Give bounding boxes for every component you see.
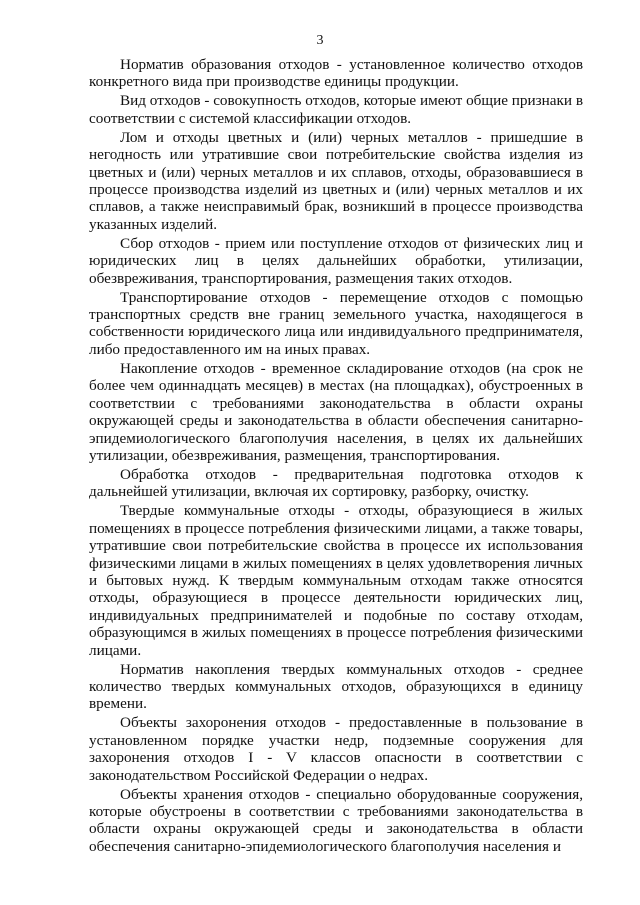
paragraph-municipal-solid-waste: Твердые коммунальные отходы - отходы, образующиеся в жилых помещениях в процессе потребления физическими лицами, а также товары, утратившие свои потребительские свойства в процессе их использования физическими лицами в жилых помещениях в целях удовлетворения личных и бытовых нужд. К твердым коммунальным отходам также относятся отходы, образующиеся в процессе деятельности юридических лиц, индивидуальных предпринимателей и подобные по составу отходам, образующимся в жилых помещениях в процессе потребления физическими лицами. (89, 502, 583, 659)
paragraph-waste-type: Вид отходов - совокупность отходов, которые имеют общие признаки в соответствии с системой классификации отходов. (89, 92, 583, 127)
paragraph-waste-processing: Обработка отходов - предварительная подготовка отходов к дальнейшей утилизации, включая их сортировку, разборку, очистку. (89, 465, 583, 501)
paragraph-waste-accumulation: Накопление отходов - временное складирование отходов (на срок не более чем одиннадцать месяцев) в местах (на площадках), обустроенных в соответствии с требованиями законодательства в области охраны окружающей среды и законодательства в области обеспечения санитарно-эпидемиологического благополучия населения, в целях их дальнейших утилизации, обезвреживания, размещения, транспортирования. (89, 359, 583, 464)
paragraph-msw-accumulation-norm: Норматив накопления твердых коммунальных отходов - среднее количество твердых коммунальных отходов, образующихся в единицу времени. (89, 660, 583, 713)
paragraph-waste-burial-sites: Объекты захоронения отходов - предоставленные в пользование в установленном порядке участки недр, подземные сооружения для захоронения отходов I - V классов опасности в соответствии с законодательством Российской Федерации о недрах. (89, 714, 583, 784)
paragraph-waste-transportation: Транспортирование отходов - перемещение отходов с помощью транспортных средств вне границ земельного участка, находящегося в собственности юридического лица или индивидуального предпринимателя, либо предоставленного им на иных правах. (89, 288, 583, 358)
paragraph-waste-collection: Сбор отходов - прием или поступление отходов от физических лиц и юридических лиц в целях дальнейших обработки, утилизации, обезвреживания, транспортирования, размещения таких отходов. (89, 234, 583, 287)
paragraph-metal-scrap: Лом и отходы цветных и (или) черных металлов - пришедшие в негодность или утратившие свои потребительские свойства изделия из цветных и (или) черных металлов и их сплавов, отходы, образовавшиеся в процессе производства изделий из цветных и (или) черных металлов и их сплавов, а также неисправимый брак, возникший в процессе производства указанных изделий. (89, 128, 583, 233)
page-number: 3 (316, 33, 324, 48)
paragraph-waste-generation-norm: Норматив образования отходов - установленное количество отходов конкретного вида при производстве единицы продукции. (89, 56, 583, 91)
document-body (89, 56, 583, 857)
paragraph-waste-storage-sites: Объекты хранения отходов - специально оборудованные сооружения, которые обустроены в соответствии с требованиями законодательства в области охраны окружающей среды и законодательства в области обеспечения санитарно-эпидемиологического благополучия населения и (89, 785, 583, 855)
